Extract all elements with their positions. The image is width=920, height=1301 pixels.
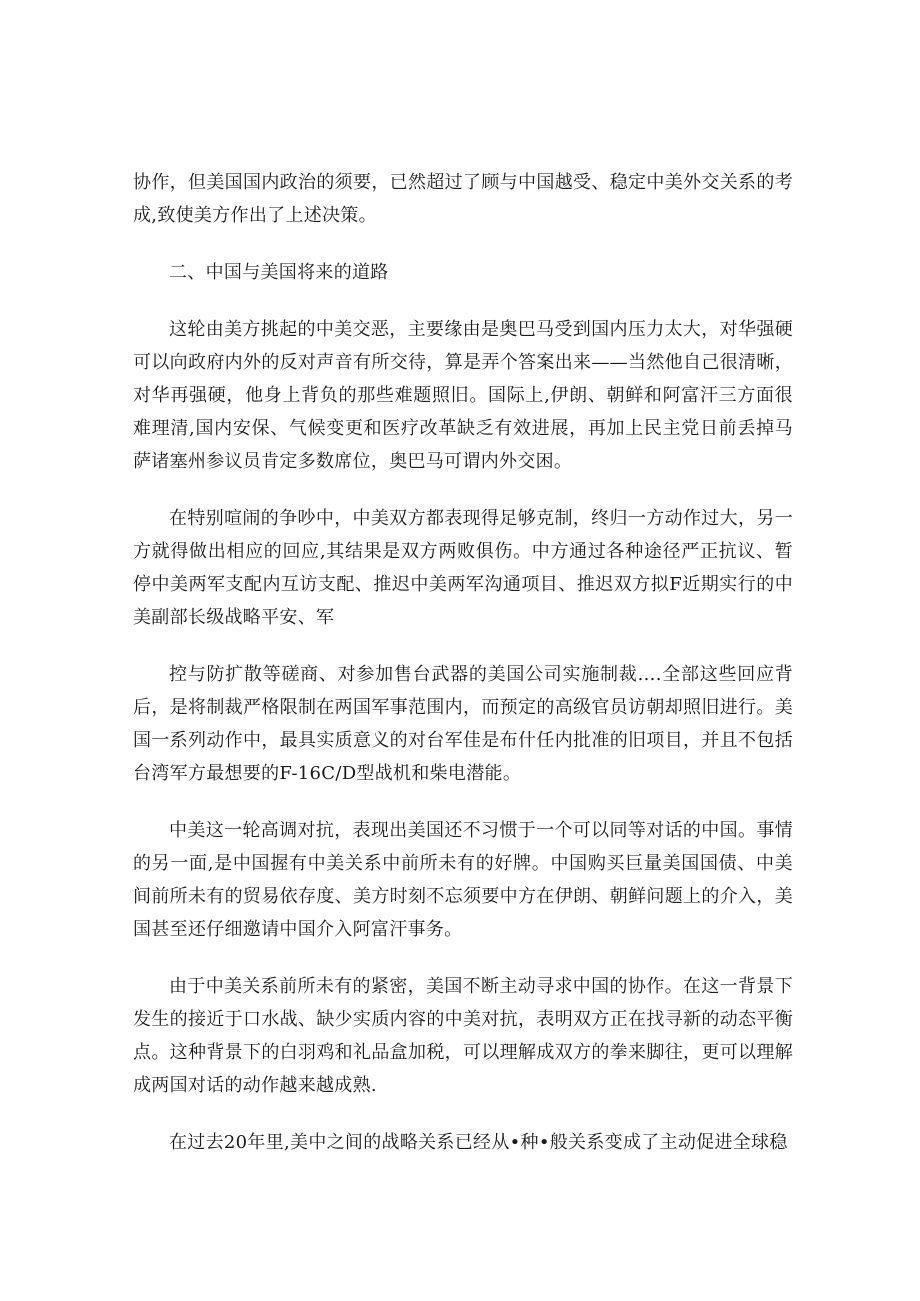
paragraph: 中美这一轮高调对抗，表现出美国还不习惯于一个可以同等对话的中国。事情的另一面,是中国握有中美关系中前所未有的好牌。中国购买巨量美国国债、中美间前所未有的贸易依存度、美方时刻不忘须要中方在伊朗、朝鲜问题上的介入，美国甚至还仔细邀请中国介入阿富汗事务。	[133, 820, 793, 940]
paragraph: 在特别喧闹的争吵中，中美双方都表现得足够克制，终归一方动作过大，另一方就得做出相应的回应,其结果是双方两败俱伤。中方通过各种途径严正抗议、暂停中美两军支配内互访支配、推迟中美两军沟通项目、推迟双方拟F近期实行的中美副部长级战略平安、军	[133, 508, 793, 628]
document-body	[133, 166, 793, 1183]
paragraph: 由于中美关系前所未有的紧密，美国不断主动寻求中国的协作。在这一背景下发生的接近于口水战、缺少实质内容的中美对抗，表明双方正在找寻新的动态平衡点。这种背景下的白羽鸡和礼品盒加税，可以理解成双方的拳来脚往，更可以理解成两国对话的动作越来越成熟.	[133, 976, 793, 1096]
section-heading: 二、中国与美国将来的道路	[169, 262, 389, 283]
paragraph-continued: 协作，但美国国内政治的须要，已然超过了顾与中国越受、稳定中美外交关系的考成,致使美方作出了上述决策。	[133, 172, 793, 226]
paragraph: 在过去20年里,美中之间的战略关系已经从•种•般关系变成了主动促进全球稳	[169, 1132, 788, 1153]
paragraph: 控与防扩散等磋商、对参加售台武器的美国公司实施制裁….全部这些回应背后，是将制裁严格限制在两国军事范围内，而预定的高级官员访朝却照旧进行。美国一系列动作中，最具实质意义的对台军佳是布什任内批准的旧项目，并且不包括台湾军方最想要的F-16C/D型战机和柴电潜能。	[133, 664, 793, 784]
paragraph: 这轮由美方挑起的中美交恶，主要缘由是奥巴马受到国内压力太大，对华强硬可以向政府内外的反对声音有所交待，算是弄个答案出来——当然他自己很清晰，对华再强硬，他身上背负的那些难题照旧。国际上,伊朗、朝鲜和阿富汗三方面很难理清,国内安保、气候变更和医疗改革缺乏有效进展，再加上民主党日前丢掉马萨诸塞州参议员肯定多数席位，奥巴马可谓内外交困。	[133, 319, 793, 472]
